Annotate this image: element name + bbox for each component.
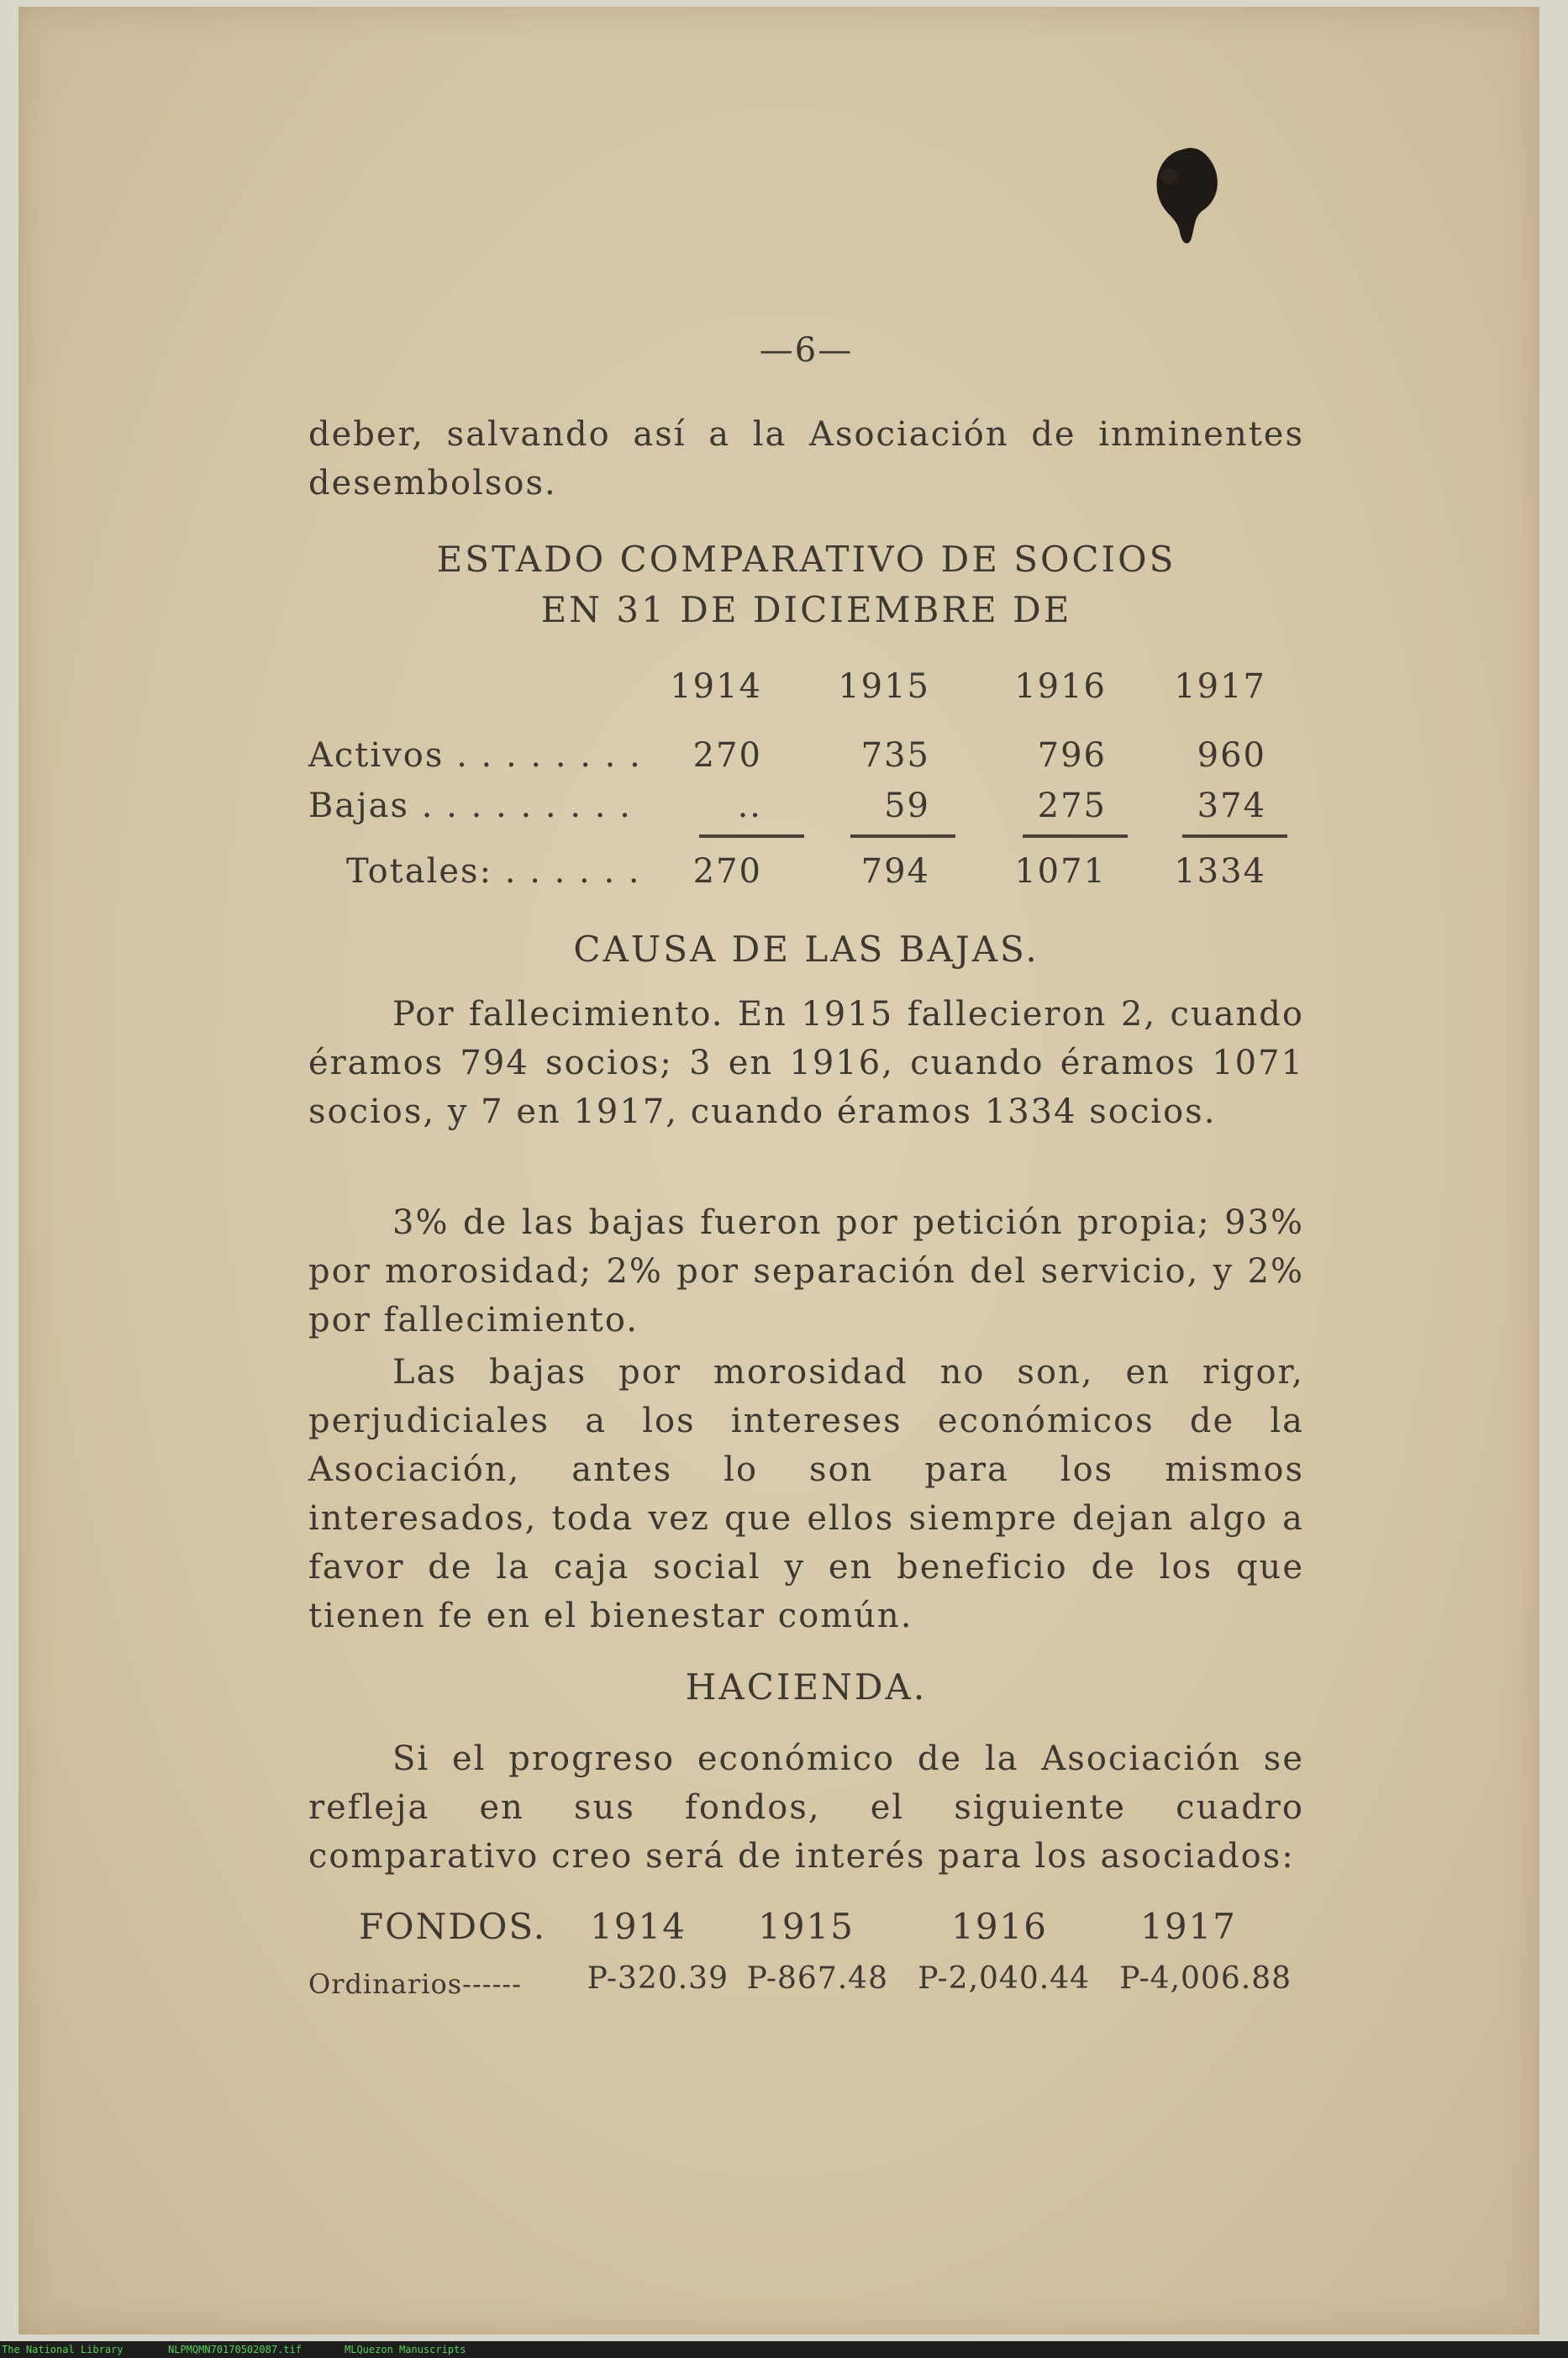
causa-paragraph-3: Las bajas por morosidad no son, en rigor, perjudiciales a los intereses económicos de la Asociación, antes lo son para los mismos interesados, toda vez que ellos siempre dejan algo a favor de la caja social y en beneficio de los que tienen fe en el bienestar común. [308, 1353, 1304, 1635]
year-header: 1916 [1014, 667, 1107, 706]
year-header: 1916 [951, 1906, 1048, 1947]
page-number: —6— [759, 331, 854, 370]
socios-header-row [308, 662, 1304, 709]
estado-title-line1: ESTADO COMPARATIVO DE SOCIOS [436, 539, 1176, 580]
row-value: 59 [884, 787, 930, 825]
row-value: 794 [860, 852, 930, 891]
row-value: 270 [692, 736, 762, 775]
year-header: 1914 [590, 1906, 687, 1947]
fondos-header-row [308, 1903, 1304, 1950]
fondos-label: FONDOS. [359, 1906, 547, 1947]
row-label: Bajas . . . . . . . . . [308, 787, 632, 825]
row-value: P-320.39 [587, 1961, 729, 1996]
hacienda-title: HACIENDA. [685, 1666, 928, 1708]
total-rule [850, 834, 955, 838]
row-value: 1071 [1014, 852, 1107, 891]
hacienda-paragraph: Si el progreso económico de la Asociación se refleja en sus fondos, el siguiente cuadro comparativo creo será de interés para los asociados: [308, 1740, 1304, 1876]
causa-paragraph-2: 3% de las bajas fueron por petición propia; 93% por morosidad; 2% por separación del servicio, y 2% por fallecimiento. [308, 1203, 1304, 1340]
row-value: 374 [1197, 787, 1266, 825]
footer-collection: MLQuezon Manuscripts [345, 2344, 466, 2355]
socios-row-activos [308, 731, 1304, 778]
year-header: 1917 [1174, 667, 1266, 706]
total-rule [699, 834, 804, 838]
fondos-row-ordinarios [308, 1955, 1304, 2002]
row-value: 1334 [1174, 852, 1266, 891]
ink-blot [1144, 133, 1229, 250]
causa-paragraph-1: Por fallecimiento. En 1915 fallecieron 2, cuando éramos 794 socios; 3 en 1916, cuando éramos 1071 socios, y 7 en 1917, cuando éramos 1334 socios. [308, 995, 1304, 1131]
year-header: 1917 [1140, 1906, 1237, 1947]
year-header: 1915 [758, 1906, 855, 1947]
socios-row-bajas [308, 782, 1304, 829]
document-page [18, 7, 1539, 2334]
scan-footer [0, 2341, 1568, 2358]
row-label: Activos . . . . . . . . [308, 736, 642, 775]
row-value: 960 [1197, 736, 1266, 775]
footer-library: The National Library [2, 2344, 124, 2355]
total-rule [1023, 834, 1128, 838]
row-value: P-867.48 [746, 1961, 888, 1996]
year-header: 1914 [670, 667, 762, 706]
row-value: 270 [692, 852, 762, 891]
row-value: 275 [1037, 787, 1107, 825]
row-value: P-4,006.88 [1119, 1961, 1292, 1996]
year-header: 1915 [838, 667, 930, 706]
row-value: P-2,040.44 [918, 1961, 1090, 1996]
row-label: Ordinarios------ [308, 1968, 523, 2000]
row-value: 796 [1037, 736, 1107, 775]
total-rule [1182, 834, 1287, 838]
causa-title: CAUSA DE LAS BAJAS. [573, 929, 1039, 970]
estado-title-line2: EN 31 DE DICIEMBRE DE [540, 589, 1072, 630]
row-value: .. [737, 787, 762, 825]
row-label: Totales: . . . . . . [346, 852, 641, 891]
socios-row-totales [308, 847, 1304, 894]
footer-file: NLPMQMN70170502087.tif [168, 2344, 302, 2355]
intro-paragraph: deber, salvando así a la Asociación de inminentes desembolsos. [308, 415, 1304, 503]
row-value: 735 [860, 736, 930, 775]
